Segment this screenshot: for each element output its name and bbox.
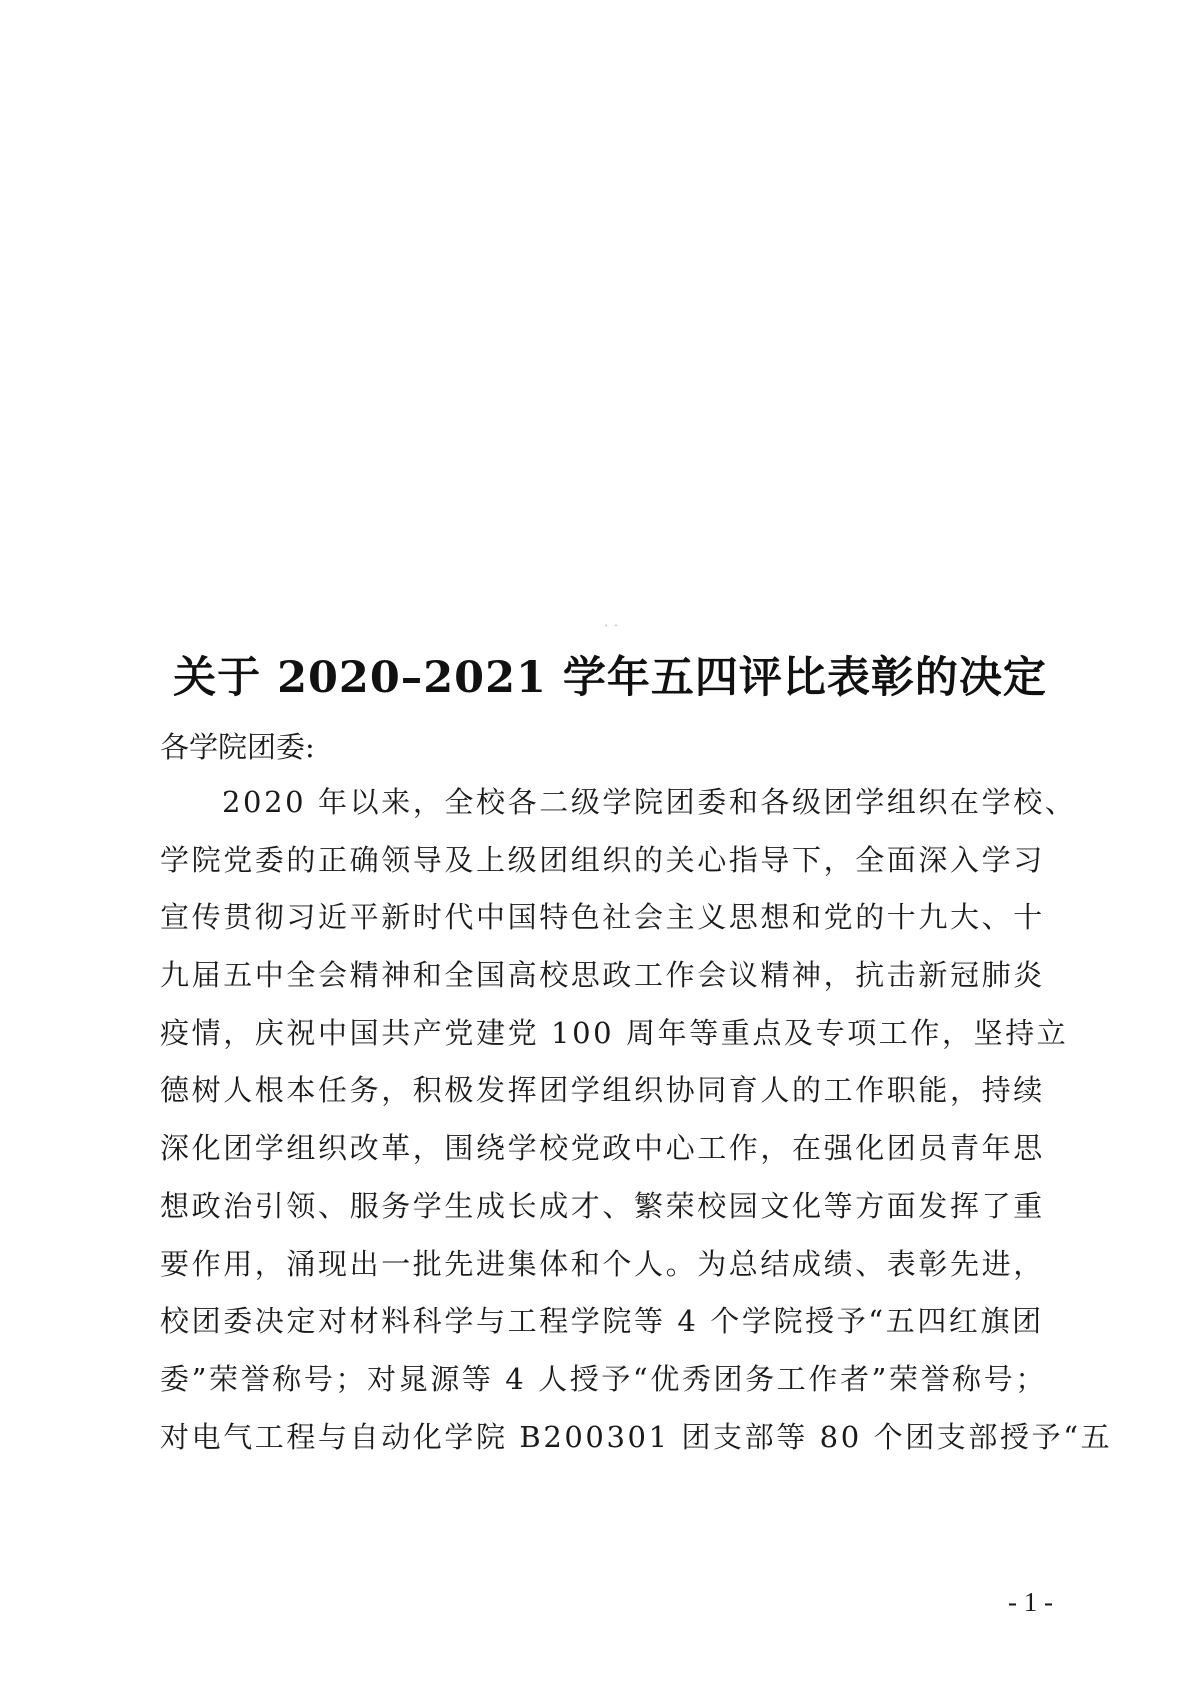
body-paragraph <box>160 782 1113 1474</box>
body-line: 德树人根本任务，积极发挥团学组织协同育人的工作职能，持续 <box>160 1073 1045 1108</box>
body-line: 深化团学组织改革，围绕学校党政中心工作，在强化团员青年思 <box>160 1131 1045 1166</box>
document-title: 关于 2020–2021 学年五四评比表彰的决定 <box>173 653 1047 703</box>
salutation: 各学院团委: <box>160 730 315 764</box>
body-line: 对电气工程与自动化学院 B200301 团支部等 80 个团支部授予“五 <box>160 1419 1113 1454</box>
body-line: 2020 年以来，全校各二级学院团委和各级团学组织在学校、 <box>222 785 1077 819</box>
body-line: 想政治引领、服务学生成长成才、繁荣校园文化等方面发挥了重 <box>160 1188 1045 1223</box>
body-line: 九届五中全会精神和全国高校思政工作会议精神，抗击新冠肺炎 <box>160 958 1045 993</box>
body-line: 宣传贯彻习近平新时代中国特色社会主义思想和党的十九大、十 <box>160 900 1045 935</box>
body-line: 学院党委的正确领导及上级团组织的关心指导下，全面深入学习 <box>160 842 1045 877</box>
page-number: - 1 - <box>1008 1587 1053 1617</box>
body-line: 校团委决定对材料科学与工程学院等 4 个学院授予“五四红旗团 <box>160 1304 1044 1339</box>
body-line: 要作用，涌现出一批先进集体和个人。为总结成绩、表彰先进， <box>160 1246 1045 1281</box>
body-line: 疫情，庆祝中国共产党建党 100 周年等重点及专项工作，坚持立 <box>160 1015 1069 1050</box>
scan-artifact <box>604 624 618 627</box>
body-line: 委”荣誉称号；对晁源等 4 人授予“优秀团务工作者”荣誉称号； <box>160 1361 1047 1396</box>
